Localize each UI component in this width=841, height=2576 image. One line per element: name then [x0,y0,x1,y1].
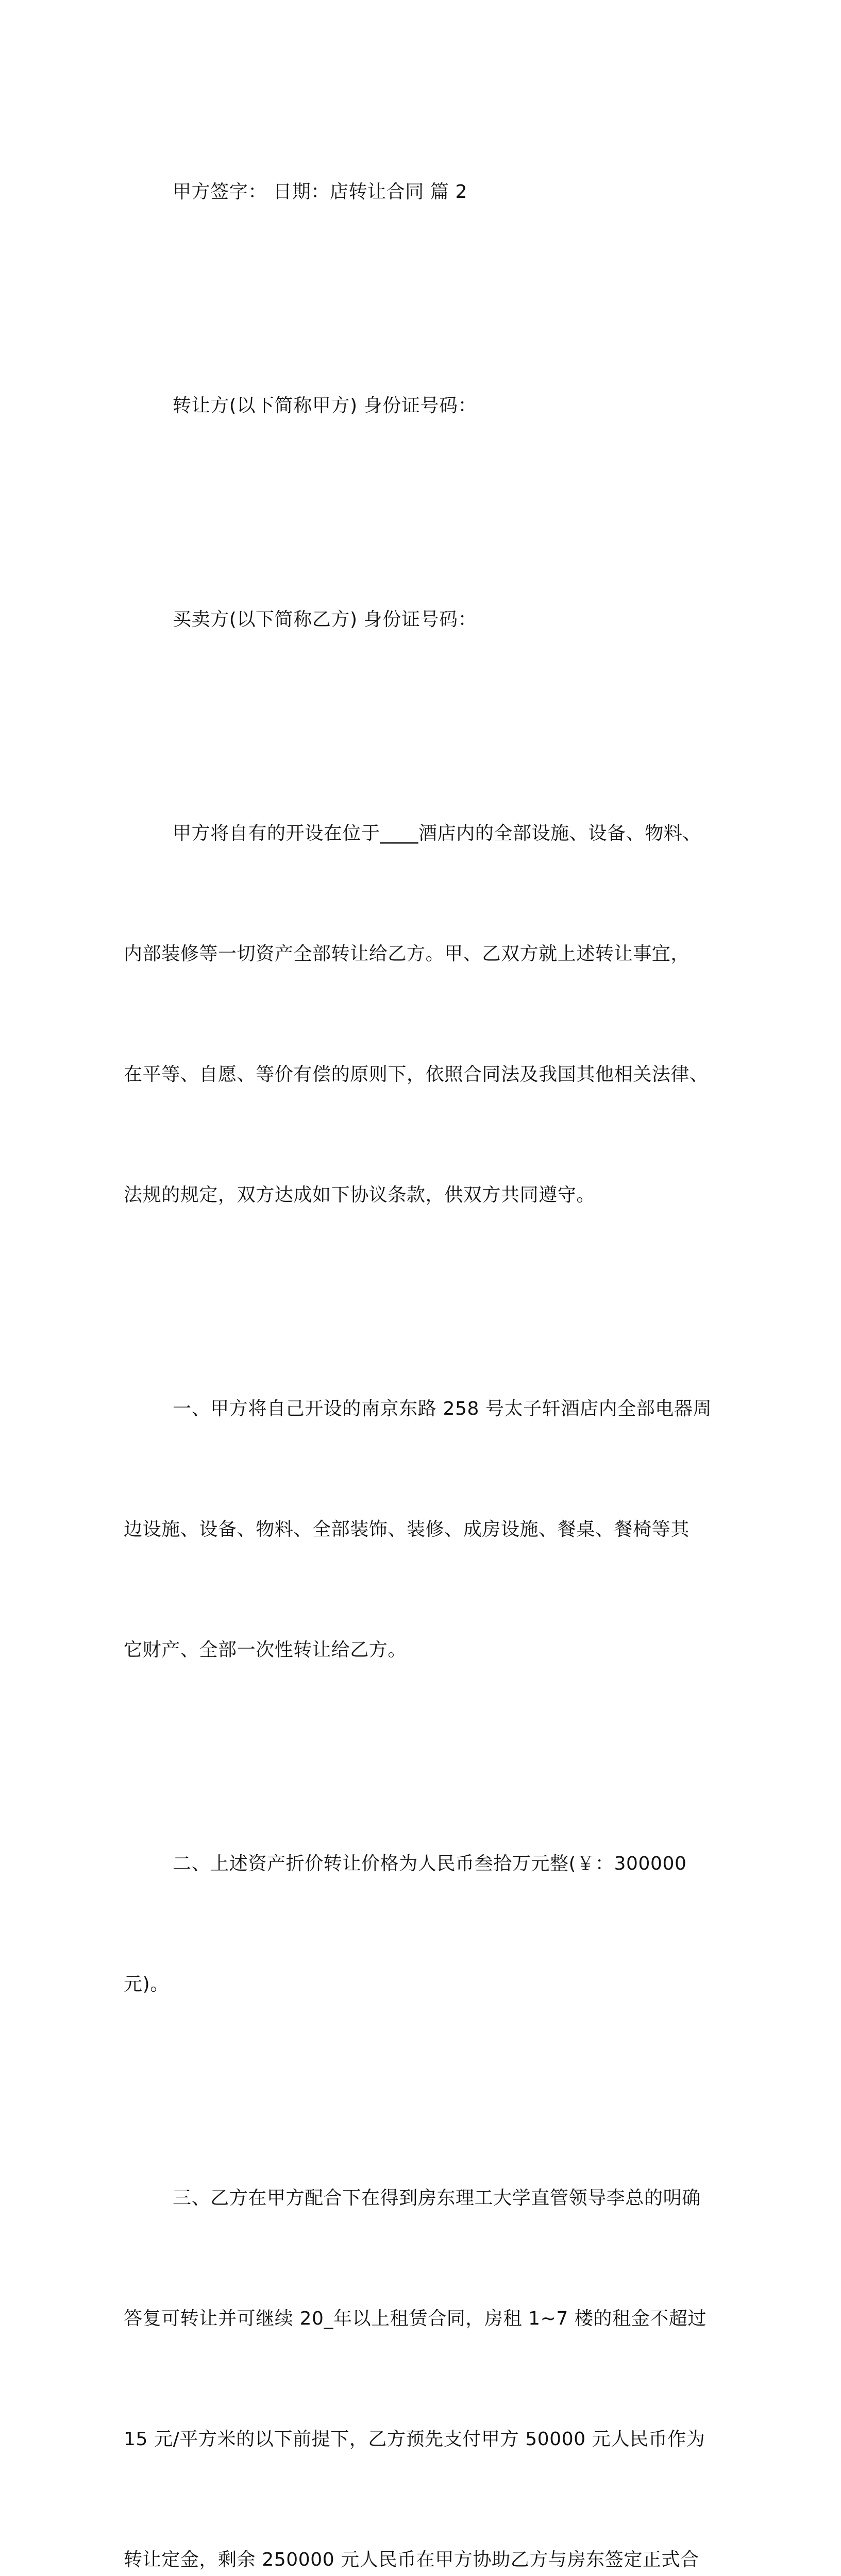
text-line: 内部装修等一切资产全部转让给乙方。甲、乙双方就上述转让事宜， [124,943,690,964]
text-line: 甲方签字： 日期：店转让合同 篇 2 [173,181,468,202]
text-line: 边设施、设备、物料、全部装饰、装修、成房设施、餐桌、餐椅等其 [124,1519,690,1540]
text-line: 在平等、自愿、等价有偿的原则下，依照合同法及我国其他相关法律、 [124,1064,709,1085]
transferor-id-line [124,306,713,506]
clause-two [124,1764,713,2085]
text-line: 一、甲方将自己开设的南京东路 258 号太子轩酒店内全部电器周 [173,1398,712,1419]
preamble-paragraph [124,733,713,1296]
text-line: 二、上述资产折价转让价格为人民币叁拾万元整(￥：300000 [173,1853,687,1874]
text-line: 买卖方(以下简称乙方) 身份证号码： [173,609,477,630]
text-line: 转让定金，剩余 250000 元人民币在甲方协助乙方与房东签定正式合 [124,2549,699,2570]
text-line: 元)。 [124,1974,169,1995]
text-line: 答复可转让并可继续 20_年以上租赁合同，房租 1~7 楼的租金不超过 [124,2308,707,2329]
text-line: 15 元/平方米的以下前提下，乙方预先支付甲方 50000 元人民币作为 [124,2429,705,2450]
clause-three [124,2098,713,2576]
signature-date-line [124,92,713,293]
text-line: 它财产、全部一次性转让给乙方。 [124,1639,407,1660]
document-body [124,92,713,2576]
text-line: 法规的规定，双方达成如下协议条款，供双方共同遵守。 [124,1184,596,1206]
text-line: 转让方(以下简称甲方) 身份证号码： [173,395,477,416]
text-line: 甲方将自有的开设在位于____酒店内的全部设施、设备、物料、 [173,823,702,844]
text-line: 三、乙方在甲方配合下在得到房东理工大学直管领导李总的明确 [173,2188,701,2209]
clause-one [124,1309,713,1751]
buyer-id-line [124,519,713,720]
